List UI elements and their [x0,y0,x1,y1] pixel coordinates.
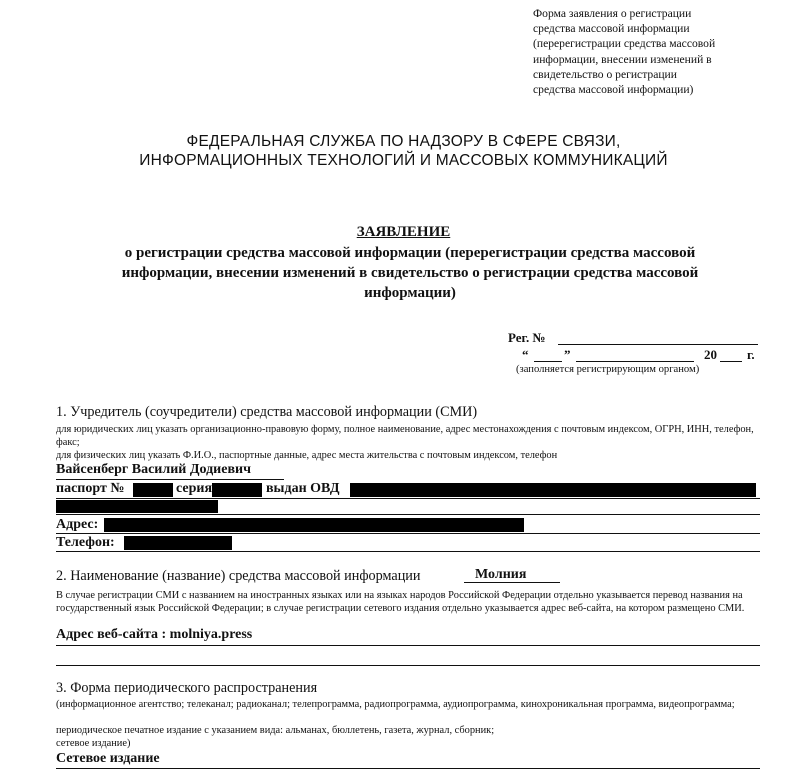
agency-line-2: ИНФОРМАЦИОННЫХ ТЕХНОЛОГИЙ И МАССОВЫХ КОММУНИКАЦИЙ [139,152,668,169]
redacted-phone [124,536,232,550]
subtitle-line: о регистрации средства массовой информации (перерегистрации средства массовой [124,245,696,261]
registration-note: (заполняется регистрирующим органом) [516,364,700,375]
issued-label: выдан ОВД [266,481,340,496]
phone-label: Телефон: [56,535,115,550]
address-line [56,533,760,534]
media-name[interactable]: Молния [475,567,527,582]
series-label: серия [176,481,213,496]
distribution-form-value[interactable]: Сетевое издание [56,751,160,766]
agency-header [0,132,807,170]
date-year-line[interactable] [720,361,742,362]
year-suffix: г. [747,347,755,362]
redacted-passport-details [56,500,218,513]
form-note-line: информации, внесении изменений в [533,52,712,66]
redacted-address [104,518,524,532]
form-note-line: Форма заявления о регистрации [533,7,692,20]
form-note-line: свидетельство о регистрации [533,67,677,81]
reg-number-line[interactable] [558,344,758,345]
distribution-form-line [56,768,760,769]
passport-line-2 [56,514,760,515]
date-month-line[interactable] [576,361,694,362]
section1-hint-legal: для юридических лиц указать организационно-правовую форму, полное наименование, адрес местонахождения с почтовым индексом, ОГРН, ИНН, телефон, факс; [56,424,754,449]
website-address[interactable]: Адрес веб-сайта : molniya.press [56,627,253,642]
section2-hint: В случае регистрации СМИ с названием на иностранных языках или на языках народов Российской Федерации отдельно указывается перевод названия на государственный язык Российской Федерации; в случае регистрации сетевого издания отдельно указывается адрес веб-сайта, на котором размещено СМИ. [56,590,745,615]
date-close-quote: ” [564,347,571,362]
section2-extra-line [56,665,760,666]
passport-line [56,498,760,499]
redacted-passport-issuer [350,483,756,497]
form-note-line: средства массовой информации [533,22,690,36]
form-note [533,6,761,97]
subtitle-line: информации) [364,285,456,301]
passport-label: паспорт № [56,481,125,496]
year-prefix: 20 [704,347,717,362]
reg-number-label: Рег. № [508,330,546,345]
subtitle-line: информации, внесении изменений в свидетельство о регистрации средства массовой [121,265,699,281]
redacted-passport-series [212,483,262,497]
section3-heading: 3. Форма периодического распространения [56,680,318,696]
section3-hint-1: (информационное агентство; телеканал; радиоканал; телепрограмма, радиопрограмма, аудиопрограмма, кинохроникальная программа, видеопрограмма; [56,699,735,710]
form-note-line: (перерегистрации средства массовой [533,37,716,51]
address-label: Адрес: [56,517,99,532]
section1-heading: 1. Учредитель (соучредители) средства массовой информации (СМИ) [56,404,478,420]
phone-line [56,551,760,552]
section3-hint-2: периодическое печатное издание с указанием вида: альманах, бюллетень, газета, журнал, сборник; [56,725,495,736]
date-open-quote: “ [522,347,529,362]
website-line [56,645,760,646]
redacted-passport-number [133,483,173,497]
statement-subtitle [70,243,750,303]
statement-title: ЗАЯВЛЕНИЕ [356,224,451,240]
agency-line-1: ФЕДЕРАЛЬНАЯ СЛУЖБА ПО НАДЗОРУ В СФЕРЕ СВЯЗИ, [186,133,621,150]
section2-heading: 2. Наименование (название) средства массовой информации [56,568,421,584]
form-note-line: средства массовой информации) [533,83,694,97]
founder-name[interactable]: Вайсенберг Василий Додиевич [56,462,251,477]
date-day-line[interactable] [534,361,562,362]
section1-hint-physical: для физических лиц указать Ф.И.О., паспортные данные, адрес места жительства с почтовым индексом, телефон [56,450,558,461]
founder-name-line [56,479,284,480]
section3-hint-3: сетевое издание) [56,738,131,749]
